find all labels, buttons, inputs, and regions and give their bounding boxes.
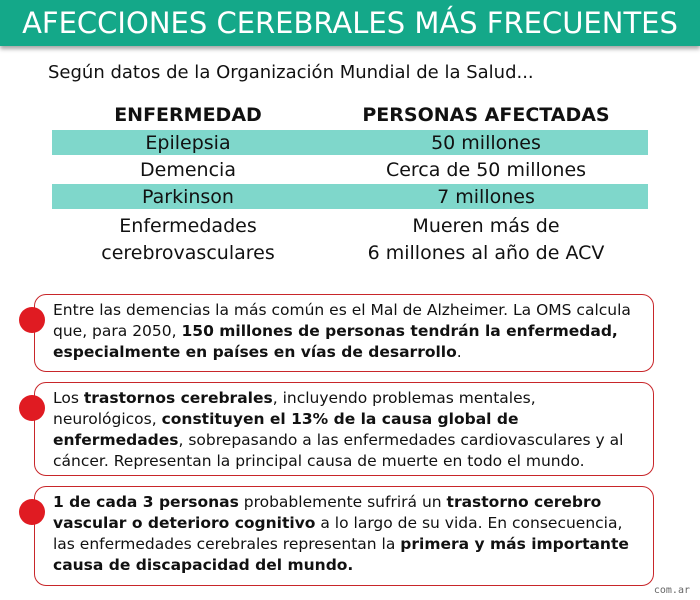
affected-cell: 50 millones <box>431 131 541 154</box>
header-affected: PERSONAS AFECTADAS <box>362 104 610 126</box>
disease-cell: Demencia <box>140 158 236 181</box>
intro-text: Según datos de la Organización Mundial de la Salud... <box>48 62 534 83</box>
disease-cell: Epilepsia <box>145 131 231 154</box>
page-title: AFECCIONES CEREBRALES MÁS FRECUENTES <box>22 6 678 40</box>
note-box-disability <box>34 486 654 586</box>
red-dot-icon <box>19 395 45 421</box>
table-row <box>52 157 648 182</box>
red-dot-icon <box>19 307 45 333</box>
disease-cell: Enfermedades cerebrovasculares <box>101 215 275 264</box>
table-row <box>52 184 648 209</box>
table-row <box>52 130 648 155</box>
table-row <box>52 211 648 269</box>
note-box-disorders <box>34 382 654 476</box>
note-text: 1 de cada 3 personas probablemente sufrirá un trastorno cerebro vascular o deterioro cognitivo a lo largo de su vida. En consecuencia, las enfermedades cerebrales representan la primera y más importante causa de discapacidad del mundo. <box>53 493 629 574</box>
affected-cell: Cerca de 50 millones <box>385 158 587 181</box>
watermark: com.ar <box>653 585 690 596</box>
affected-cell: 7 millones <box>437 185 535 208</box>
affected-cell: Mueren más de 6 millones al año de ACV <box>367 215 605 264</box>
header-disease: ENFERMEDAD <box>114 104 262 126</box>
title-bar <box>0 0 700 46</box>
disease-cell: Parkinson <box>142 185 234 208</box>
note-text: Entre las demencias la más común es el Mal de Alzheimer. La OMS calcula que, para 2050, 150 millones de personas tendrán la enfermedad, especialmente en países en vías de desarrollo. <box>53 301 631 361</box>
note-text: Los trastornos cerebrales, incluyendo problemas mentales, neurológicos, constituyen el 13% de la causa global de enfermedades, sobrepasando a las enfermedades cardiovasculares y al cáncer. Representan la principal causa de muerte en todo el mundo. <box>53 389 624 470</box>
red-dot-icon <box>19 499 45 525</box>
note-box-alzheimer <box>34 294 654 372</box>
table-header <box>52 100 648 130</box>
diseases-table <box>52 100 648 269</box>
